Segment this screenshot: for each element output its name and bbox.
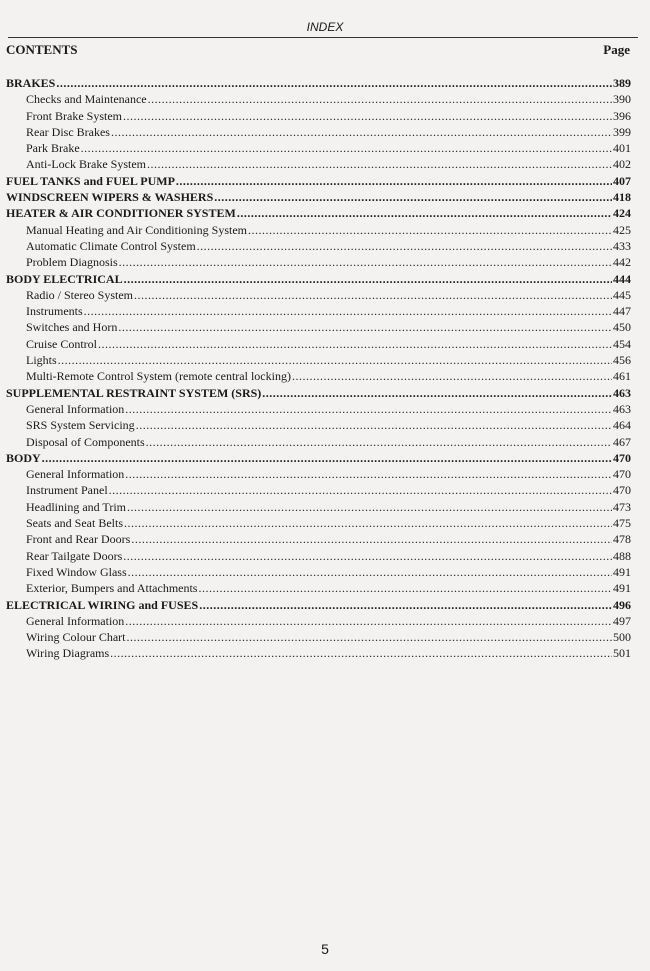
toc-entry-page-number: 501 <box>613 646 631 661</box>
toc-subsection-entry <box>6 466 631 482</box>
dot-leader <box>128 564 612 580</box>
dot-leader <box>199 597 612 613</box>
dot-leader <box>146 434 612 450</box>
toc-section-entry <box>6 205 631 221</box>
contents-heading: CONTENTS <box>6 42 78 57</box>
toc-entry-page-number: 473 <box>613 499 631 514</box>
toc-entry-page-number: 467 <box>613 434 631 449</box>
toc-entry-title: Seats and Seat Belts <box>26 516 123 531</box>
toc-entry-page-number: 500 <box>613 630 631 645</box>
dot-leader <box>42 450 612 466</box>
toc-entry-title: General Information <box>26 613 125 628</box>
toc-subsection-entry <box>6 515 631 531</box>
toc-section-entry <box>6 597 631 613</box>
toc-section-entry <box>6 385 631 401</box>
toc-subsection-entry <box>6 303 631 319</box>
dot-leader <box>84 303 612 319</box>
toc-entry-title: BODY ELECTRICAL <box>6 271 123 286</box>
toc-entry-title: General Information <box>26 401 125 416</box>
toc-entry-page-number: 470 <box>613 450 631 465</box>
toc-subsection-entry <box>6 287 631 303</box>
dot-leader <box>123 548 612 564</box>
dot-leader <box>81 140 612 156</box>
dot-leader <box>136 417 612 433</box>
toc-entry-title: Instruments <box>26 304 83 319</box>
toc-entry-title: BRAKES <box>6 76 56 90</box>
toc-section-entry <box>6 271 631 287</box>
toc-entry-page-number: 497 <box>613 613 631 628</box>
toc-subsection-entry <box>6 580 631 596</box>
toc-entry-page-number: 488 <box>613 548 631 563</box>
toc-subsection-entry <box>6 629 631 645</box>
toc-subsection-entry <box>6 91 631 107</box>
toc-subsection-entry <box>6 319 631 335</box>
toc-entry-page-number: 390 <box>613 92 631 107</box>
dot-leader <box>148 91 612 107</box>
toc-entry-page-number: 424 <box>613 206 631 221</box>
toc-subsection-entry <box>6 368 631 384</box>
toc-entry-page-number: 454 <box>613 336 631 351</box>
toc-entry-title: Checks and Maintenance <box>26 92 147 107</box>
table-of-contents <box>6 75 631 662</box>
toc-entry-page-number: 445 <box>613 287 631 302</box>
dot-leader <box>56 75 612 91</box>
toc-subsection-entry <box>6 531 631 547</box>
toc-subsection-entry <box>6 564 631 580</box>
toc-entry-title: Park Brake <box>26 141 80 156</box>
dot-leader <box>109 482 612 498</box>
toc-entry-page-number: 478 <box>613 532 631 547</box>
toc-entry-page-number: 396 <box>613 108 631 123</box>
toc-entry-page-number: 399 <box>613 124 631 139</box>
dot-leader <box>123 108 612 124</box>
toc-entry-title: Front and Rear Doors <box>26 532 131 547</box>
page-header-title: INDEX <box>306 20 344 34</box>
toc-entry-page-number: 407 <box>613 173 631 188</box>
toc-entry-title: SRS System Servicing <box>26 418 135 433</box>
toc-subsection-entry <box>6 482 631 498</box>
toc-entry-title: FUEL TANKS and FUEL PUMP <box>6 173 175 188</box>
toc-subsection-entry <box>6 140 631 156</box>
dot-leader <box>118 319 612 335</box>
toc-entry-title: Instrument Panel <box>26 483 108 498</box>
toc-subsection-entry <box>6 238 631 254</box>
toc-subsection-entry <box>6 499 631 515</box>
toc-entry-title: BODY <box>6 450 41 465</box>
dot-leader <box>127 499 612 515</box>
toc-subsection-entry <box>6 548 631 564</box>
toc-entry-page-number: 418 <box>613 190 631 205</box>
toc-subsection-entry <box>6 124 631 140</box>
toc-subsection-entry <box>6 352 631 368</box>
toc-entry-page-number: 447 <box>613 304 631 319</box>
toc-entry-title: Exterior, Bumpers and Attachments <box>26 581 198 596</box>
dot-leader <box>198 580 612 596</box>
dot-leader <box>111 124 612 140</box>
dot-leader <box>197 238 612 254</box>
dot-leader <box>214 189 612 205</box>
toc-entry-page-number: 461 <box>613 369 631 384</box>
toc-entry-title: Radio / Stereo System <box>26 287 133 302</box>
dot-leader <box>98 336 612 352</box>
toc-entry-title: Wiring Colour Chart <box>26 630 126 645</box>
dot-leader <box>124 271 612 287</box>
dot-leader <box>237 205 612 221</box>
toc-section-entry <box>6 75 631 91</box>
toc-entry-page-number: 402 <box>613 157 631 172</box>
toc-entry-title: Headlining and Trim <box>26 499 127 514</box>
toc-entry-title: Multi-Remote Control System (remote central locking) <box>26 369 291 384</box>
toc-section-entry <box>6 189 631 205</box>
toc-entry-title: Automatic Climate Control System <box>26 238 196 253</box>
toc-entry-page-number: 491 <box>613 581 631 596</box>
toc-entry-page-number: 491 <box>613 564 631 579</box>
page-column-heading: Page <box>603 42 630 57</box>
dot-leader <box>176 173 612 189</box>
dot-leader <box>110 645 612 661</box>
toc-entry-title: General Information <box>26 467 125 482</box>
toc-subsection-entry <box>6 613 631 629</box>
toc-entry-page-number: 442 <box>613 255 631 270</box>
toc-entry-page-number: 389 <box>613 76 631 90</box>
toc-entry-title: WINDSCREEN WIPERS & WASHERS <box>6 190 214 205</box>
toc-entry-title: Rear Tailgate Doors <box>26 548 123 563</box>
toc-entry-title: Anti-Lock Brake System <box>26 157 146 172</box>
dot-leader <box>58 352 612 368</box>
dot-leader <box>248 222 612 238</box>
toc-entry-page-number: 475 <box>613 516 631 531</box>
toc-entry-title: HEATER & AIR CONDITIONER SYSTEM <box>6 206 236 221</box>
toc-entry-page-number: 496 <box>613 597 631 612</box>
toc-section-entry <box>6 173 631 189</box>
toc-entry-title: SUPPLEMENTAL RESTRAINT SYSTEM (SRS) <box>6 385 262 400</box>
dot-leader <box>119 254 612 270</box>
toc-entry-title: Problem Diagnosis <box>26 255 118 270</box>
toc-entry-title: Rear Disc Brakes <box>26 124 110 139</box>
toc-entry-page-number: 470 <box>613 483 631 498</box>
toc-entry-page-number: 463 <box>613 385 631 400</box>
toc-entry-page-number: 463 <box>613 401 631 416</box>
dot-leader <box>124 515 612 531</box>
header-rule <box>8 37 638 38</box>
toc-entry-title: Cruise Control <box>26 336 97 351</box>
dot-leader <box>131 531 612 547</box>
dot-leader <box>125 466 612 482</box>
toc-entry-page-number: 470 <box>613 467 631 482</box>
toc-subsection-entry <box>6 108 631 124</box>
toc-entry-title: Front Brake System <box>26 108 122 123</box>
toc-entry-page-number: 456 <box>613 353 631 368</box>
toc-entry-title: Switches and Horn <box>26 320 118 335</box>
toc-entry-page-number: 425 <box>613 222 631 237</box>
footer-page-number: 5 <box>321 941 329 957</box>
toc-entry-page-number: 401 <box>613 141 631 156</box>
toc-entry-title: ELECTRICAL WIRING and FUSES <box>6 597 199 612</box>
toc-subsection-entry <box>6 434 631 450</box>
toc-entry-title: Manual Heating and Air Conditioning System <box>26 222 247 237</box>
toc-subsection-entry <box>6 401 631 417</box>
toc-entry-page-number: 464 <box>613 418 631 433</box>
toc-entry-page-number: 433 <box>613 238 631 253</box>
toc-subsection-entry <box>6 417 631 433</box>
toc-entry-title: Lights <box>26 353 57 368</box>
dot-leader <box>292 368 612 384</box>
toc-entry-title: Disposal of Components <box>26 434 145 449</box>
toc-subsection-entry <box>6 156 631 172</box>
dot-leader <box>147 156 612 172</box>
toc-entry-page-number: 444 <box>613 271 631 286</box>
toc-subsection-entry <box>6 222 631 238</box>
dot-leader <box>125 613 612 629</box>
dot-leader <box>262 385 612 401</box>
toc-subsection-entry <box>6 645 631 661</box>
toc-section-entry <box>6 450 631 466</box>
toc-subsection-entry <box>6 254 631 270</box>
dot-leader <box>125 401 612 417</box>
dot-leader <box>134 287 612 303</box>
dot-leader <box>127 629 612 645</box>
toc-entry-title: Wiring Diagrams <box>26 646 110 661</box>
toc-entry-title: Fixed Window Glass <box>26 564 127 579</box>
toc-subsection-entry <box>6 336 631 352</box>
toc-entry-page-number: 450 <box>613 320 631 335</box>
